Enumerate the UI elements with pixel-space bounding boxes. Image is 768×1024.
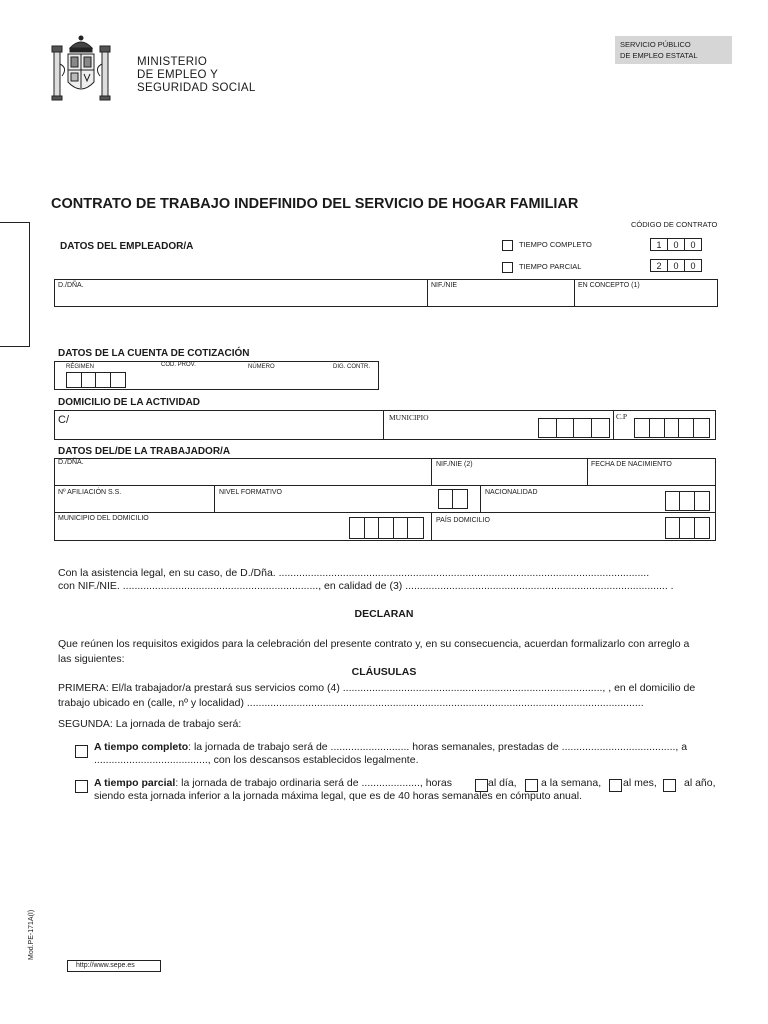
code-digit: 1 (651, 239, 668, 250)
code-digit: 0 (690, 261, 696, 271)
per-day-label: al día, (488, 777, 517, 789)
full-time-text: : la jornada de trabajo será de ........................... horas semanales, prestadas de ......................................., a (188, 741, 688, 753)
coat-of-arms-logo (48, 34, 114, 106)
street-field[interactable]: C/ (58, 414, 69, 426)
worker-name-field[interactable]: D./DÑA. (58, 459, 84, 466)
birth-date-field[interactable]: FECHA DE NACIMIENTO (591, 461, 672, 468)
home-country-cells[interactable] (665, 517, 710, 539)
worker-heading: DATOS DEL/DE LA TRABAJADOR/A (58, 446, 231, 457)
affiliation-field[interactable]: Nº AFILIACIÓN S.S. (58, 489, 122, 496)
divider (480, 485, 481, 512)
per-year-checkbox[interactable] (663, 779, 676, 792)
margin-bracket (0, 222, 30, 347)
employer-heading: DATOS DEL EMPLEADOR/A (60, 241, 194, 252)
ministry-line: MINISTERIO (137, 56, 208, 68)
divider (574, 279, 575, 307)
education-level-field[interactable]: NIVEL FORMATIVO (219, 489, 283, 496)
assistance-line-1: Con la asistencia legal, en su caso, de D./Dña. ............................................................................................................................... (58, 567, 650, 579)
document-title: CONTRATO DE TRABAJO INDEFINIDO DEL SERVICIO DE HOGAR FAMILIAR (51, 196, 579, 212)
code-digit: 2 (651, 260, 668, 271)
full-time-checkbox[interactable] (502, 240, 513, 251)
code-digit: 0 (690, 240, 696, 250)
full-time-code (650, 238, 702, 251)
ministry-line: SEGURIDAD SOCIAL (137, 82, 256, 94)
nationality-cells[interactable] (665, 491, 710, 511)
part-time-line-1 (94, 777, 452, 789)
divider (587, 458, 588, 485)
province-label: COD. PROV. (161, 362, 196, 368)
sepe-url-link[interactable] (67, 960, 161, 972)
regimen-label: RÉGIMEN (66, 364, 95, 370)
worker-nif-field[interactable]: NIF./NIE (2) (436, 461, 473, 468)
divider (613, 410, 614, 440)
part-time-schedule-checkbox[interactable] (75, 780, 88, 793)
service-line: SERVICIO PÚBLICO (620, 40, 691, 49)
clauses-heading: CLÁUSULAS (351, 666, 417, 678)
home-municipality-cells[interactable] (349, 517, 424, 539)
code-digit: 0 (668, 260, 685, 271)
ministry-name (137, 56, 256, 95)
row-line (54, 512, 716, 513)
part-time-text: : la jornada de trabajo ordinaria será de ...................., horas (175, 777, 452, 789)
employer-name-field[interactable]: D./DÑA. (58, 282, 84, 289)
control-digit-label: DIG. CONTR. (333, 364, 370, 370)
municipality-field[interactable]: MUNICIPIO (389, 413, 429, 422)
full-time-label: TIEMPO COMPLETO (519, 240, 592, 249)
part-time-title: A tiempo parcial (94, 777, 176, 789)
model-code: Mod.PE-171A(I) (28, 909, 35, 960)
part-time-line-2: siendo esta jornada inferior a la jornada máxima legal, que es de 40 horas semanales en cómputo anual. (94, 790, 582, 802)
sepe-url-text: http://www.sepe.es (76, 962, 135, 969)
divider (383, 410, 384, 440)
clause-first-line-1: PRIMERA: El/la trabajador/a prestará sus servicios como (4) ........................................................................................., , en el domicilio de (58, 682, 696, 694)
divider (431, 512, 432, 541)
employer-nif-field[interactable]: NIF./NIE (431, 282, 458, 289)
requirements-line-1: Que reúnen los requisitos exigidos para la celebración del presente contrato y, en su consecuencia, acuerdan formalizarlo con arreglo a (58, 638, 690, 650)
per-month-checkbox[interactable] (609, 779, 622, 792)
full-time-schedule-checkbox[interactable] (75, 745, 88, 758)
employer-concept-field[interactable]: EN CONCEPTO (1) (578, 282, 640, 289)
ministry-line: DE EMPLEO Y (137, 69, 219, 81)
contribution-heading: DATOS DE LA CUENTA DE COTIZACIÓN (58, 348, 250, 359)
service-badge (615, 36, 732, 64)
contract-code-label: CÓDIGO DE CONTRATO (631, 220, 718, 229)
divider (427, 279, 428, 307)
home-municipality-field[interactable]: MUNICIPIO DEL DOMICILIO (58, 515, 149, 522)
clause-second: SEGUNDA: La jornada de trabajo será: (58, 718, 242, 730)
code-digit: 0 (668, 239, 685, 250)
per-year-label: al año, (684, 777, 716, 789)
education-level-cells[interactable] (438, 489, 468, 509)
postal-code-cells[interactable] (634, 418, 710, 438)
regimen-cells[interactable] (66, 372, 126, 388)
full-time-title: A tiempo completo (94, 741, 189, 753)
row-line (54, 485, 716, 486)
postal-code-label: C.P (616, 412, 628, 421)
nationality-field[interactable]: NACIONALIDAD (485, 489, 538, 496)
divider (214, 485, 215, 512)
declaran-heading: DECLARAN (354, 608, 414, 620)
part-time-label: TIEMPO PARCIAL (519, 262, 582, 271)
number-label: NÚMERO (248, 364, 275, 370)
per-week-label: a la semana, (541, 777, 602, 789)
home-country-field[interactable]: PAÍS DOMICILIO (436, 517, 490, 524)
address-heading: DOMICILIO DE LA ACTIVIDAD (58, 397, 201, 408)
full-time-line-1 (94, 741, 687, 753)
service-line: DE EMPLEO ESTATAL (620, 51, 698, 60)
municipality-cells[interactable] (538, 418, 610, 438)
part-time-code (650, 259, 702, 272)
assistance-line-2: con NIF./NIE. ..................................................................., en calidad de (3) .......................................................................................... . (58, 580, 674, 592)
full-time-line-2: ......................................., con los descansos establecidos legalmente. (94, 754, 419, 766)
per-month-label: al mes, (623, 777, 657, 789)
part-time-checkbox[interactable] (502, 262, 513, 273)
requirements-line-2: las siguientes: (58, 653, 125, 665)
clause-first-line-2: trabajo ubicado en (calle, nº y localidad) ........................................................................................................................................ (58, 697, 644, 709)
divider (431, 458, 432, 485)
